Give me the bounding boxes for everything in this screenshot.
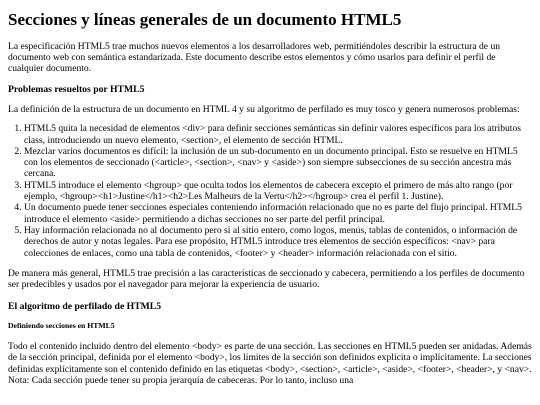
list-item: 1. HTML5 quita la necesidad de elementos <div> para definir secciones semánticas sin definir valores específicos para los atributos class, introduciendo un nuevo elemento, <section>, el elemento de sección HTML. — [24, 123, 532, 146]
page-title: Secciones y líneas generales de un documento HTML5 — [8, 10, 402, 29]
problems-heading: Problemas resueltos por HTML5 — [8, 84, 145, 96]
list-item: 3. HTML5 introduce el elemento <hgroup> que oculta todos los elementos de cabecera excepto el primero de más alto rango (por ejemplo, <hgroup><h1>Justine</h1><h2>Les Malheurs de la Vertu</h2></hgroup> crea el perfil 1. Justine). — [24, 180, 532, 203]
problems-intro-paragraph: La definición de la estructura de un documento en HTML 4 y su algoritmo de perfilado es muy tosco y genera numerosos problemas: — [8, 103, 520, 115]
intro-paragraph: La especificación HTML5 trae muchos nuevos elementos a los desarrolladores web, permitiéndoles describir la estructura de un documento web con semántica estandarizada. Este documento describe estos elementos y cómo usarlos para definir el perfil de cualquier documento. — [8, 40, 501, 75]
summary-paragraph: De manera más general, HTML5 trae precisión a las características de seccionado y cabecera, permitiendo a los perfiles de documento ser predecibles y usados por el navegador para mejorar la experiencia de usuario. — [8, 267, 525, 291]
defining-sections-heading: Definiendo secciones en HTML5 — [8, 321, 115, 331]
list-item: 4. Un documento puede tener secciones especiales conteniendo información relacionado que no es parte del flujo principal. HTML5 introduce el elemento <aside> permitiendo a dichas secciones no ser parte del perfil principal. — [24, 202, 532, 225]
problems-list — [8, 123, 532, 259]
list-item: 2. Mezclar varios documentos es difícil: la inclusión de un sub-documento en un documento principal. Esto se resuelve en HTML5 con los elementos de seccionado (<article>, <section>, <nav> y <aside>) son siempre subsecciones de su sección ancestra más cercana. — [24, 146, 532, 180]
algorithm-heading: El algoritmo de perfilado de HTML5 — [8, 300, 162, 312]
defining-sections-paragraph: Todo el contenido incluido dentro del elemento <body> es parte de una sección. Las secciones en HTML5 pueden ser anidadas. Además de la sección principal, definida por el elemento <body>, los límites de la sección son definidos explícita o implícitamente. La secciones definidas explícitamente son el contenido definido en las etiquetas <body>, <section>, <article>, <aside>, <footer>, <header>, y <nav>. Nota: Cada sección puede tener su propia jerarquía de cabeceras. Por lo tanto, incluso una — [8, 341, 532, 387]
list-item: 5. Hay información relacionada no al documento pero si al sitio entero, como logos, menús, tablas de contenidos, o información de derechos de autor y notas legales. Para ese propósito, HTML5 introduce tres elementos de sección específicos: <nav> para colecciones de enlaces, como una tabla de contenidos, <footer> y <header> información relacionada con el sitio. — [24, 225, 532, 259]
